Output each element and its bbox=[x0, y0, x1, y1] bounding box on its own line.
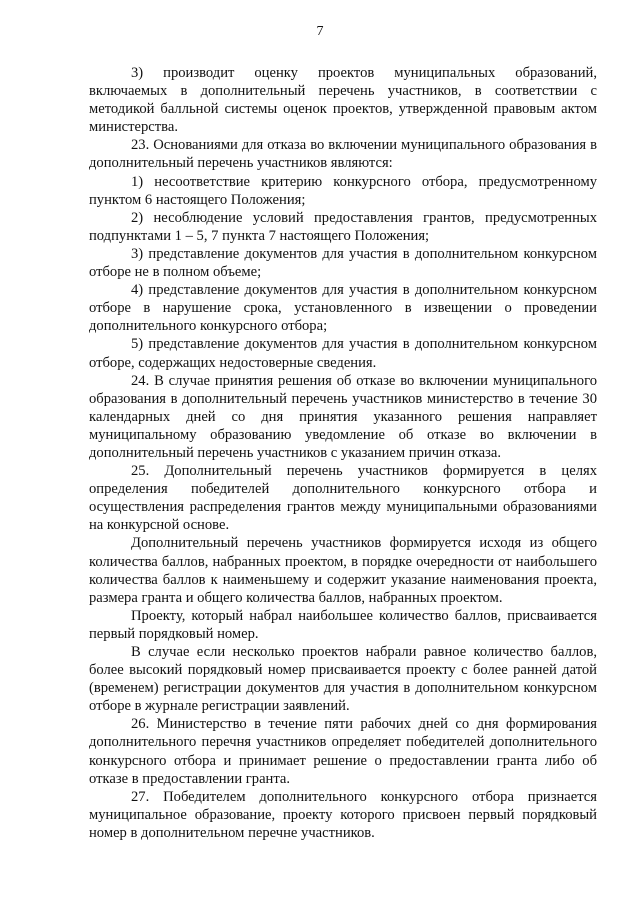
paragraph-25-list-formation: Дополнительный перечень участников формируется исходя из общего количества баллов, набранных проектом, в порядке очередности от наибольшего количества баллов к наименьшему и содержит указание наименования проекта, размера гранта и общего количества баллов, набранных проектом. bbox=[89, 535, 597, 606]
paragraph-23-3: 3) представление документов для участия в дополнительном конкурсном отборе не в полном объеме; bbox=[89, 245, 597, 281]
paragraph-22-3: 3) производит оценку проектов муниципальных образований, включаемых в дополнительный перечень участников, в соответствии с методикой балльной системы оценок проектов, утвержденной правовым актом министерства. bbox=[89, 65, 597, 136]
paragraph-25: 25. Дополнительный перечень участников формируется в целях определения победителей дополнительного конкурсного отбора и осуществления распределения грантов между муниципальными образованиями на конкурсной основе. bbox=[89, 463, 597, 534]
paragraph-23-4: 4) представление документов для участия в дополнительном конкурсном отборе в нарушение срока, установленного в извещении о проведении дополнительного конкурсного отбора; bbox=[89, 282, 597, 335]
paragraph-24: 24. В случае принятия решения об отказе во включении муниципального образования в дополнительный перечень участников министерство в течение 30 календарных дней со дня принятия указанного решения направляет муниципальному образованию уведомление об отказе во включении в дополнительный перечень участников с указанием причин отказа. bbox=[89, 372, 597, 461]
paragraph-23-2: 2) несоблюдение условий предоставления грантов, предусмотренных подпунктами 1 – 5, 7 пункта 7 настоящего Положения; bbox=[89, 209, 597, 244]
paragraph-27: 27. Победителем дополнительного конкурсного отбора признается муниципальное образование, проекту которого присвоен первый порядковый номер в дополнительном перечне участников. bbox=[89, 788, 597, 841]
paragraph-25-first-number: Проекту, который набрал наибольшее количество баллов, присваивается первый порядковый номер. bbox=[89, 607, 597, 642]
paragraph-26: 26. Министерство в течение пяти рабочих дней со дня формирования дополнительного перечня участников определяет победителей дополнительного конкурсного отбора и принимает решение о предоставлении гранта либо об отказе в предоставлении гранта. bbox=[89, 716, 597, 787]
document-body bbox=[89, 64, 597, 842]
paragraph-23-1: 1) несоответствие критерию конкурсного отбора, предусмотренному пунктом 6 настоящего Положения; bbox=[89, 173, 597, 208]
paragraph-25-equal-points: В случае если несколько проектов набрали равное количество баллов, более высокий порядковый номер присваивается проекту с более ранней датой (временем) регистрации документов для участия в дополнительном конкурсном отборе в журнале регистрации заявлений. bbox=[89, 644, 597, 715]
page-number: 7 bbox=[316, 24, 324, 39]
paragraph-23: 23. Основаниями для отказа во включении муниципального образования в дополнительный перечень участников являются: bbox=[89, 137, 597, 172]
paragraph-23-5: 5) представление документов для участия в дополнительном конкурсном отборе, содержащих недостоверные сведения. bbox=[89, 336, 597, 371]
